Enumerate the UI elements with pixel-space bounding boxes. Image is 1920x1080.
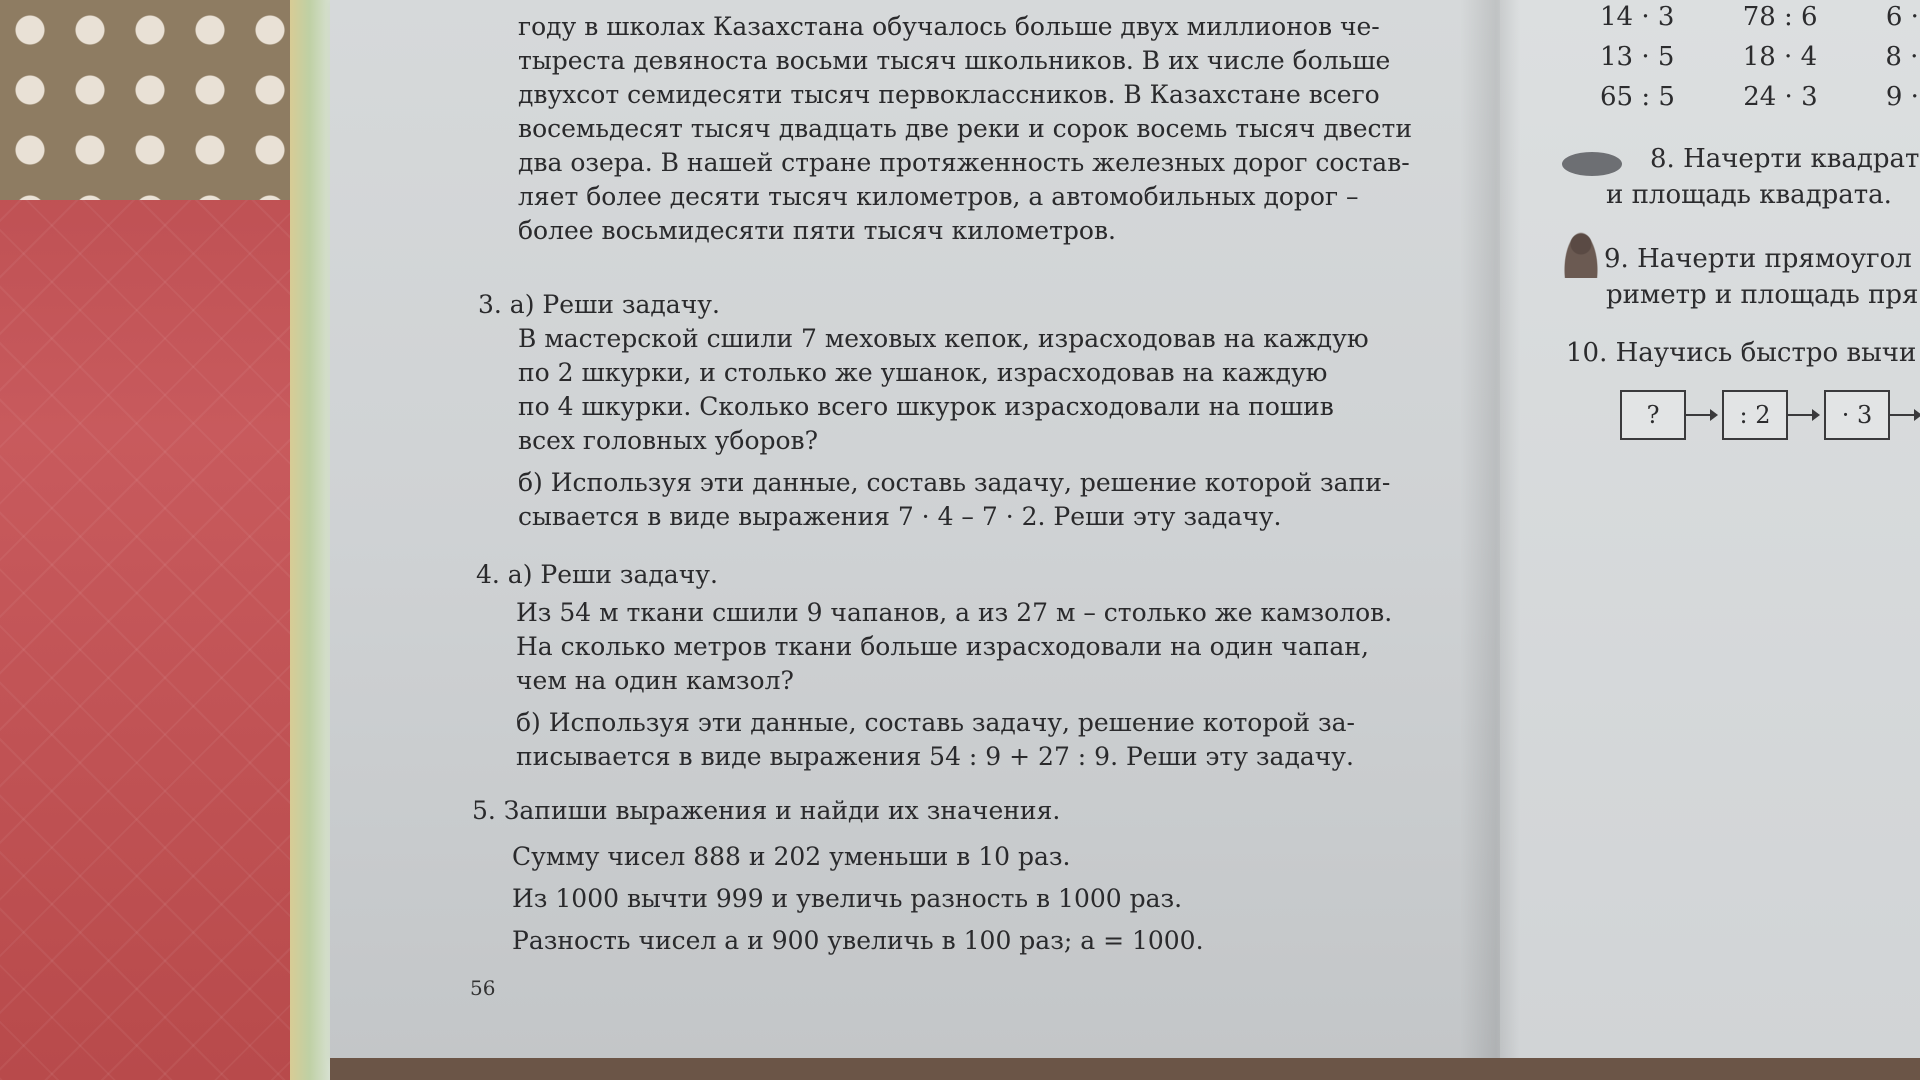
expr: 18 · 4: [1742, 42, 1818, 72]
flow-box: · 3: [1824, 390, 1890, 440]
task4-part-b: [516, 706, 1416, 774]
intro-paragraph: [518, 10, 1418, 248]
student-icon: [1564, 232, 1598, 278]
expr: 65 : 5: [1600, 82, 1675, 112]
intro-line: тыреста девяноста восьми тысяч школьников. В их числе больше: [518, 46, 1391, 75]
task-line: Разность чисел a и 900 увеличь в 100 раз; a = 1000.: [512, 926, 1204, 955]
task-line: Из 1000 вычти 999 и увеличь разность в 1000 раз.: [512, 884, 1183, 913]
math-row: [1600, 2, 1919, 32]
task5-lines: [512, 836, 1412, 962]
intro-line: двухсот семидесяти тысяч первоклассников. В Казахстане всего: [518, 80, 1380, 109]
intro-line: ляет более десяти тысяч километров, а автомобильных дорог –: [518, 182, 1359, 211]
math-row: [1600, 82, 1919, 112]
intro-line: восемьдесят тысяч двадцать две реки и сорок восемь тысяч двести: [518, 114, 1413, 143]
expr: 14 · 3: [1600, 2, 1675, 32]
flow-diagram: [1620, 390, 1920, 440]
task3-part-b: [518, 466, 1418, 534]
task8-line: 8. Начерти квадрат: [1650, 144, 1920, 174]
task-line: писывается в виде выражения 54 : 9 + 27 : 9. Реши эту задачу.: [516, 742, 1354, 771]
task-line: б) Используя эти данные, составь задачу, решение которой за-: [516, 708, 1355, 737]
task4-heading: 4. а) Реши задачу.: [476, 560, 718, 589]
task-line: Сумму чисел 888 и 202 уменьши в 10 раз.: [512, 842, 1071, 871]
arrow-icon: [1890, 414, 1920, 416]
task-line: сывается в виде выражения 7 · 4 – 7 · 2. Реши эту задачу.: [518, 502, 1282, 531]
table-edge: [330, 1058, 1920, 1080]
task10-line: 10. Научись быстро вычи: [1566, 338, 1917, 368]
task4-part-a: [516, 596, 1416, 698]
expr: 9 ·: [1885, 82, 1919, 112]
arrow-icon: [1686, 414, 1716, 416]
task3-heading: 3. а) Реши задачу.: [478, 290, 720, 319]
fabric-pattern: [0, 0, 330, 200]
task-line: чем на один камзол?: [516, 666, 794, 695]
task-line: В мастерской сшили 7 меховых кепок, израсходовав на каждую: [518, 324, 1369, 353]
expr: 8 ·: [1885, 42, 1919, 72]
book-gutter: [1460, 0, 1520, 1062]
page-number: 56: [470, 976, 496, 1000]
task-line: по 4 шкурки. Сколько всего шкурок израсходовали на пошив: [518, 392, 1334, 421]
task3-part-a: [518, 322, 1418, 458]
task9-line: 9. Начерти прямоугол: [1604, 244, 1912, 274]
task8-line: и площадь квадрата.: [1606, 180, 1892, 210]
task5-heading: 5. Запиши выражения и найди их значения.: [472, 796, 1061, 825]
expr: 78 : 6: [1742, 2, 1818, 32]
intro-line: два озера. В нашей стране протяженность железных дорог состав-: [518, 148, 1410, 177]
math-row: [1600, 42, 1918, 72]
task9-line: риметр и площадь пря: [1606, 280, 1919, 310]
intro-line: году в школах Казахстана обучалось больше двух миллионов че-: [518, 12, 1380, 41]
task-line: Из 54 м ткани сшили 9 чапанов, а из 27 м – столько же камзолов.: [516, 598, 1393, 627]
expr: 6 ·: [1885, 2, 1919, 32]
flow-box: ?: [1620, 390, 1686, 440]
intro-line: более восьмидесяти пяти тысяч километров.: [518, 216, 1116, 245]
task-line: всех головных уборов?: [518, 426, 819, 455]
task-line: б) Используя эти данные, составь задачу, решение которой запи-: [518, 468, 1391, 497]
flow-box: : 2: [1722, 390, 1788, 440]
expr: 24 · 3: [1743, 82, 1818, 112]
arrow-icon: [1788, 414, 1818, 416]
task-line: На сколько метров ткани больше израсходовали на один чапан,: [516, 632, 1369, 661]
pencil-icon: [1562, 152, 1622, 176]
task-line: по 2 шкурки, и столько же ушанок, израсходовав на каждую: [518, 358, 1328, 387]
expr: 13 · 5: [1600, 42, 1675, 72]
